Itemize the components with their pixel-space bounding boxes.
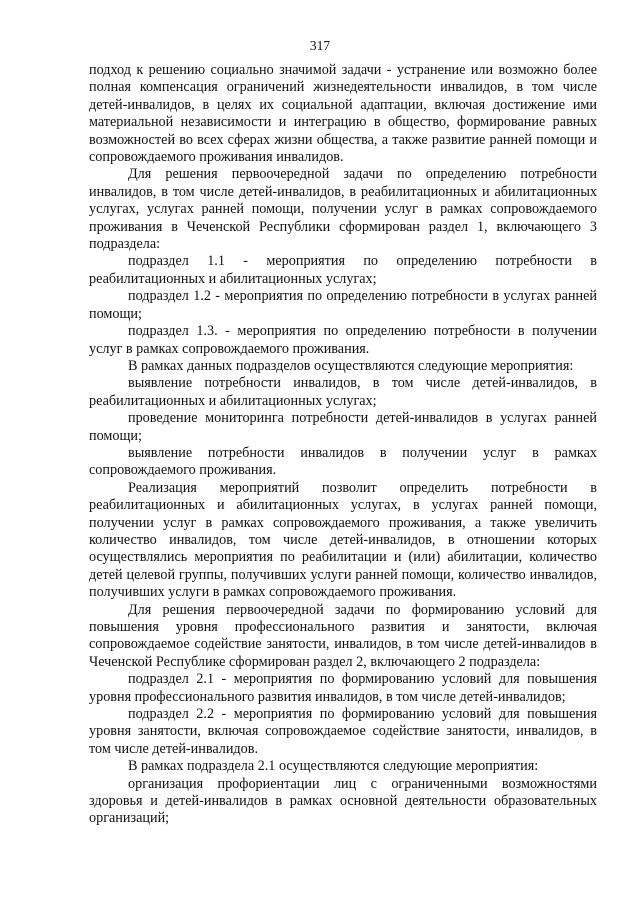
paragraph: подход к решению социально значимой задачи - устранение или возможно более полная компенсация ограничений жизнедеятельности инвалидов, в том числе детей-инвалидов, в целях их социальной адаптации, включая достижение ими материальной независимости и интеграцию в общество, формирование равных возможностей во всех сферах жизни общества, а также развитие ранней помощи и сопровождаемого проживания инвалидов. [89, 62, 597, 166]
paragraph: В рамках подраздела 2.1 осуществляются следующие мероприятия: [128, 758, 539, 775]
paragraph: подраздел 2.2 - мероприятия по формированию условий для повышения уровня занятости, включая сопровождаемое содействие занятости, инвалидов, в том числе детей-инвалидов. [89, 706, 597, 757]
paragraph: организация профориентации лиц с ограниченными возможностями здоровья и детей-инвалидов в рамках основной деятельности образовательных организаций; [89, 775, 597, 827]
paragraph: проведение мониторинга потребности детей-инвалидов в услугах ранней помощи; [89, 410, 597, 444]
paragraph: подраздел 1.2 - мероприятия по определению потребности в услугах ранней помощи; [89, 288, 597, 322]
paragraph: Для решения первоочередной задачи по формированию условий для повышения уровня профессионального развития и занятости, включая сопровождаемое содействие занятости, инвалидов, в том числе детей-инвалидов в Чеченской Республике сформирован раздел 2, включающего 2 подраздела: [89, 601, 597, 670]
page-number: 317 [309, 38, 331, 53]
paragraph: выявление потребности инвалидов, в том числе детей-инвалидов, в реабилитационных и абилитационных услугах; [89, 375, 597, 409]
paragraph: выявление потребности инвалидов в получении услуг в рамках сопровождаемого проживания. [89, 444, 597, 479]
paragraph: подраздел 2.1 - мероприятия по формированию условий для повышения уровня профессионального развития инвалидов, в том числе детей-инвалидов; [89, 671, 597, 705]
paragraph: Реализация мероприятий позволит определить потребности в реабилитационных и абилитационных услугах, в услугах ранней помощи, получении услуг в рамках сопровождаемого проживания, а также увеличить количество инвалидов, том числе детей-инвалидов, в отношении которых осуществлялись мероприятия по реабилитации и (или) абилитации, количество детей целевой группы, получивших услуги ранней помощи, количество инвалидов, получивших услуги в рамках сопровождаемого проживания. [89, 479, 597, 601]
paragraph: подраздел 1.1 - мероприятия по определению потребности в реабилитационных и абилитационных услугах; [89, 253, 597, 287]
paragraph: В рамках данных подразделов осуществляются следующие мероприятия: [128, 357, 574, 374]
paragraph: подраздел 1.3. - мероприятия по определению потребности в получении услуг в рамках сопровождаемого проживания. [89, 323, 597, 357]
paragraph: Для решения первоочередной задачи по определению потребности инвалидов, в том числе детей-инвалидов, в реабилитационных и абилитационных услугах, услугах ранней помощи, получении услуг в рамках сопровождаемого проживания в Чеченской Республики сформирован раздел 1, включающего 3 подраздела: [89, 166, 597, 253]
document-body [89, 62, 597, 828]
